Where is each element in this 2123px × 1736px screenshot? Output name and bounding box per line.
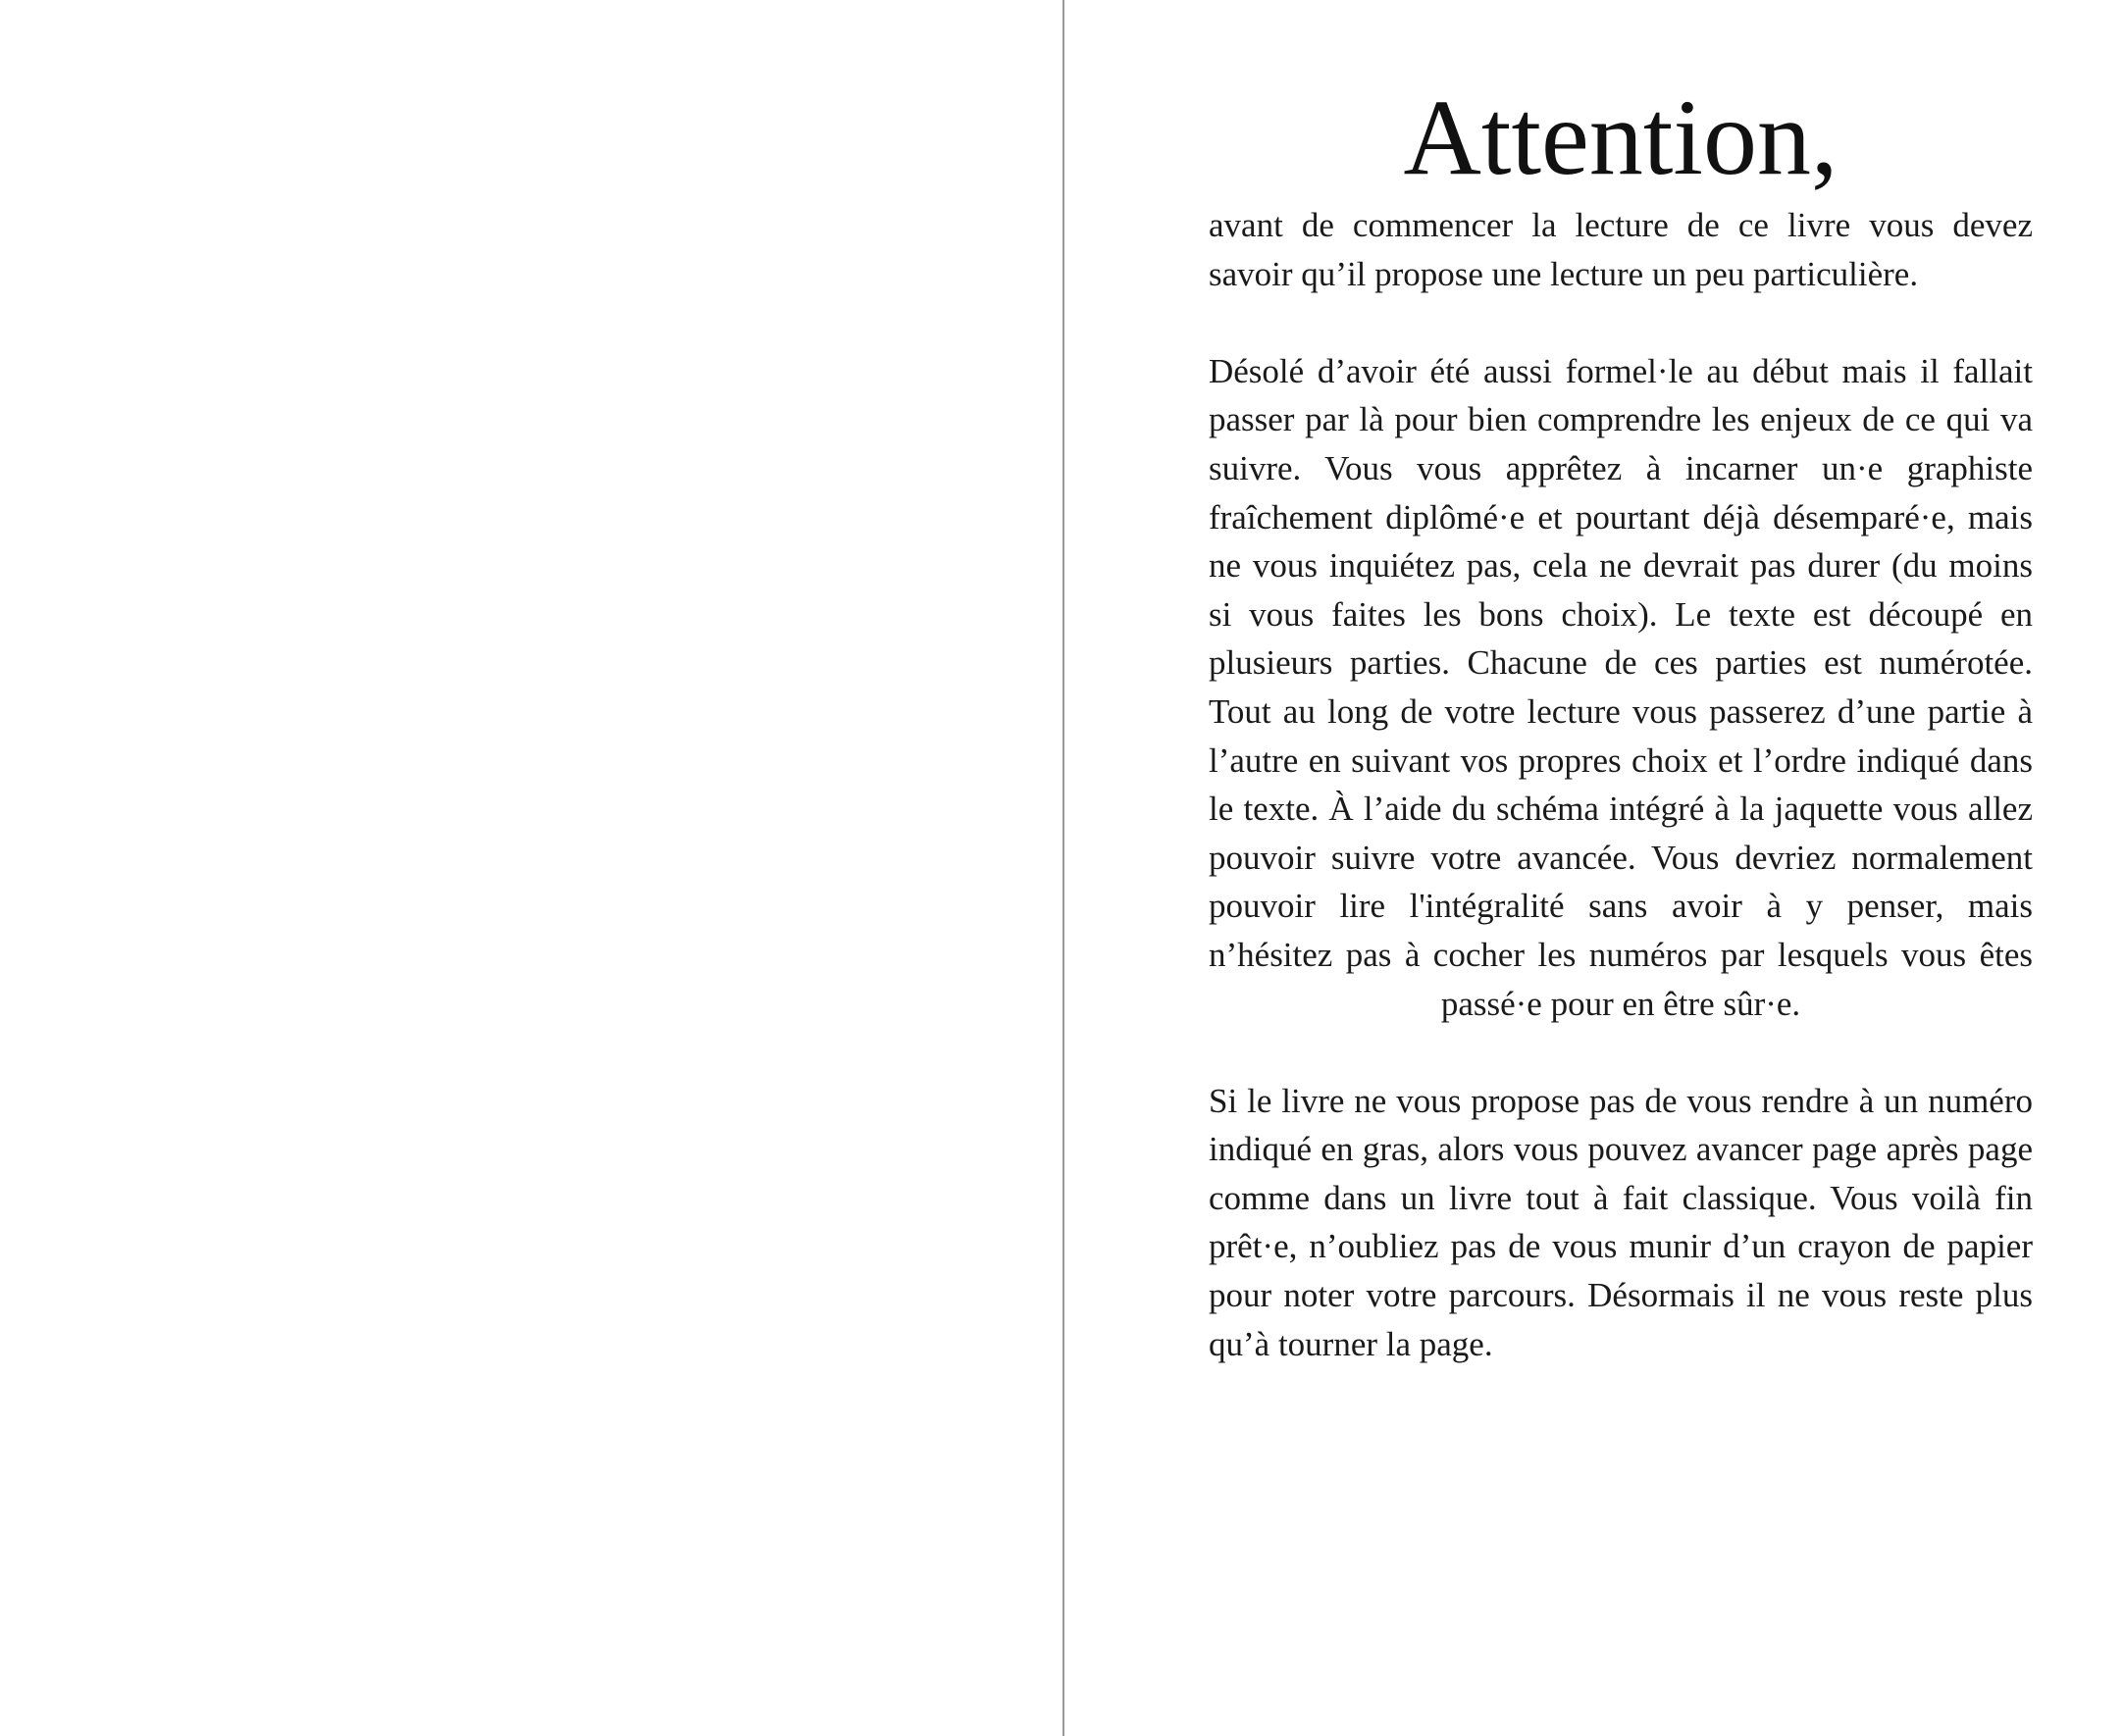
instructions-paragraph: Désolé d’avoir été aussi formel·le au début mais il fallait passer par là pour bien comprendre les enjeux de ce qui va suivre. Vous vous apprêtez à incarner un·e graphiste fraîchement diplômé·e et pourtant déjà désemparé·e, mais ne vous inquiétez pas, cela ne devrait pas durer (du moins si vous faites les bons choix). Le texte est découpé en plusieurs parties. Chacune de ces parties est numérotée. Tout au long de votre lecture vous passerez d’une partie à l’autre en suivant vos propres choix et l’ordre indiqué dans le texte. À l’aide du schéma intégré à la jaquette vous allez pouvoir suivre votre avancée. Vous devriez normalement pouvoir lire l'intégralité sans avoir à y penser, mais n’hésitez pas à cocher les numéros par lesquels vous êtes passé·e pour en être sûr·e. xyxy=(1209,351,2033,1023)
page-heading: Attention, xyxy=(1403,77,1838,197)
closing-paragraph: Si le livre ne vous propose pas de vous rendre à un numéro indiqué en gras, alors vous pouvez avancer page après page comme dans un livre tout à fait classique. Vous voilà fin prêt·e, n’oubliez pas de vous munir d’un crayon de papier pour noter votre parcours. Désormais il ne vous reste plus qu’à tourner la page. xyxy=(1209,1081,2033,1363)
page-text-block xyxy=(1209,78,2033,1368)
right-page xyxy=(1064,0,2123,1736)
intro-paragraph: avant de commencer la lecture de ce livre vous devez savoir qu’il propose une lecture un peu particulière. xyxy=(1209,206,2033,293)
